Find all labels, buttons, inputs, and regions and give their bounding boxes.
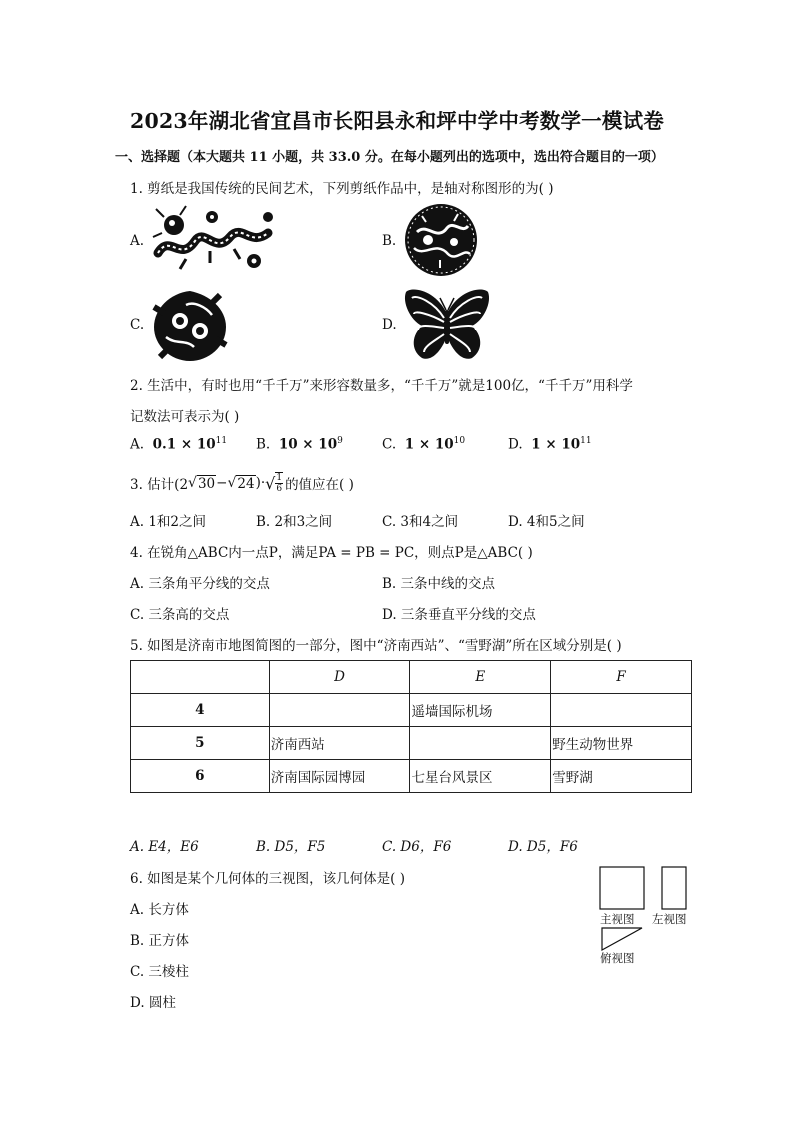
q1-option-c-label: C. — [130, 317, 145, 333]
top-view-shape — [602, 928, 642, 950]
butterfly-papercut-image — [400, 284, 494, 366]
q2-stem-line2: 记数法可表示为( ) — [130, 409, 240, 425]
q4-option-b: B. 三条中线的交点 — [382, 576, 496, 592]
q3-dot: )· — [255, 475, 266, 491]
q3-radicand-1: 30 — [197, 475, 216, 492]
table-cell — [269, 694, 410, 727]
table-cell — [410, 727, 551, 760]
q6-option-c: C. 三棱柱 — [130, 964, 189, 980]
top-view-caption: 俯视图 — [600, 951, 635, 965]
three-view-diagram — [596, 864, 692, 954]
table-header-row — [131, 661, 692, 694]
q3-fraction-denominator: 6 — [276, 484, 283, 494]
table-cell: 4 — [131, 694, 270, 727]
table-row — [131, 760, 692, 793]
q4-option-c: C. 三条高的交点 — [130, 607, 230, 623]
table-cell: 济南西站 — [269, 727, 410, 760]
q6-option-b: B. 正方体 — [130, 933, 190, 949]
q3-option-b: B. 2和3之间 — [256, 514, 333, 530]
q5-stem: 5. 如图是济南市地图简图的一部分，图中“济南西站”、“雪野湖”所在区域分别是( ) — [130, 638, 622, 654]
q3-radicand-2: 24 — [237, 475, 255, 492]
q4-stem: 4. 在锐角△ABC内一点P，满足PA = PB = PC，则点P是△ABC( ) — [130, 545, 533, 561]
dragon-papercut-image — [150, 203, 280, 275]
table-row — [131, 694, 692, 727]
left-view-shape — [662, 867, 686, 909]
q1-option-a-label: A. — [130, 233, 145, 249]
q2-option-c-exponent: 10 — [453, 436, 466, 446]
q2-option-b-label: B. — [256, 436, 271, 453]
q2-option-a-label: A. — [130, 436, 145, 453]
q5-option-a: A. E4，E6 — [130, 839, 199, 855]
q3-option-c: C. 3和4之间 — [382, 514, 459, 530]
q3-fraction-numerator: 1 — [276, 473, 283, 483]
table-cell: 济南国际园博园 — [269, 760, 410, 793]
sqrt-sign-icon: √ — [227, 475, 237, 491]
q3-minus: − — [216, 475, 228, 491]
q3-option-a: A. 1和2之间 — [130, 514, 207, 530]
page-title: 2023年湖北省宜昌市长阳县永和坪中学中考数学一模试卷 — [130, 109, 664, 133]
q6-stem: 6. 如图是某个几何体的三视图，该几何体是( ) — [130, 871, 405, 887]
map-grid-table — [130, 660, 692, 793]
q2-option-a — [130, 436, 227, 453]
round-papercut-image — [402, 202, 480, 278]
q2-option-b-exponent: 9 — [337, 436, 343, 446]
q1-stem: 1. 剪纸是我国传统的民间艺术，下列剪纸作品中，是轴对称图形的为( ) — [130, 181, 554, 197]
q6-option-d: D. 圆柱 — [130, 995, 176, 1011]
table-cell: 七星台风景区 — [410, 760, 551, 793]
q2-option-d-exponent: 11 — [580, 436, 592, 446]
table-header-cell — [131, 661, 270, 694]
table-cell: 5 — [131, 727, 270, 760]
table-cell: 雪野湖 — [551, 760, 692, 793]
q2-option-c — [382, 436, 465, 453]
q2-stem-line1: 2. 生活中，有时也用“千千万”来形容数量多，“千千万”就是100亿，“千千万”用科学 — [130, 378, 633, 394]
sqrt-sign-icon: √ — [188, 475, 197, 491]
q5-option-d: D. D5，F6 — [508, 839, 578, 855]
q6-option-a: A. 长方体 — [130, 902, 189, 918]
table-cell: 遥墙国际机场 — [410, 694, 551, 727]
table-header-cell: D — [269, 661, 410, 694]
table-cell: 6 — [131, 760, 270, 793]
left-view-caption: 左视图 — [652, 912, 687, 926]
table-cell — [551, 694, 692, 727]
q2-option-d-value: 1 × 10 — [531, 436, 581, 453]
q4-option-a: A. 三条角平分线的交点 — [130, 576, 270, 592]
q2-option-a-exponent: 11 — [215, 436, 228, 446]
table-header-cell: E — [410, 661, 551, 694]
q2-option-c-value: 1 × 10 — [404, 436, 454, 453]
q1-option-b-label: B. — [382, 233, 397, 249]
table-row — [131, 727, 692, 760]
q2-option-c-label: C. — [382, 436, 397, 453]
q4-option-d: D. 三条垂直平分线的交点 — [382, 607, 536, 623]
q3-option-d: D. 4和5之间 — [508, 514, 585, 530]
q3-tail: 的值应在( ) — [285, 477, 354, 493]
q3-stem — [130, 472, 354, 494]
q5-option-c: C. D6，F6 — [382, 839, 452, 855]
q2-option-a-value: 0.1 × 10 — [152, 436, 216, 453]
q2-option-b — [256, 436, 343, 453]
sqrt-sign-icon: √ — [265, 473, 276, 493]
q5-option-b: B. D5，F5 — [256, 839, 326, 855]
front-view-shape — [600, 867, 644, 909]
table-cell: 野生动物世界 — [551, 727, 692, 760]
q3-number: 3. 估计(2 — [130, 477, 189, 493]
table-header-cell: F — [551, 661, 692, 694]
section-heading: 一、选择题（本大题共 11 小题，共 33.0 分。在每小题列出的选项中，选出符合题目的一项） — [115, 150, 664, 165]
q3-fraction — [275, 472, 283, 494]
q2-option-d-label: D. — [508, 436, 523, 453]
q2-option-d — [508, 436, 592, 453]
flower-papercut-image — [150, 287, 230, 365]
q1-option-d-label: D. — [382, 317, 397, 333]
q2-option-b-value: 10 × 10 — [278, 436, 338, 453]
front-view-caption: 主视图 — [600, 912, 635, 926]
